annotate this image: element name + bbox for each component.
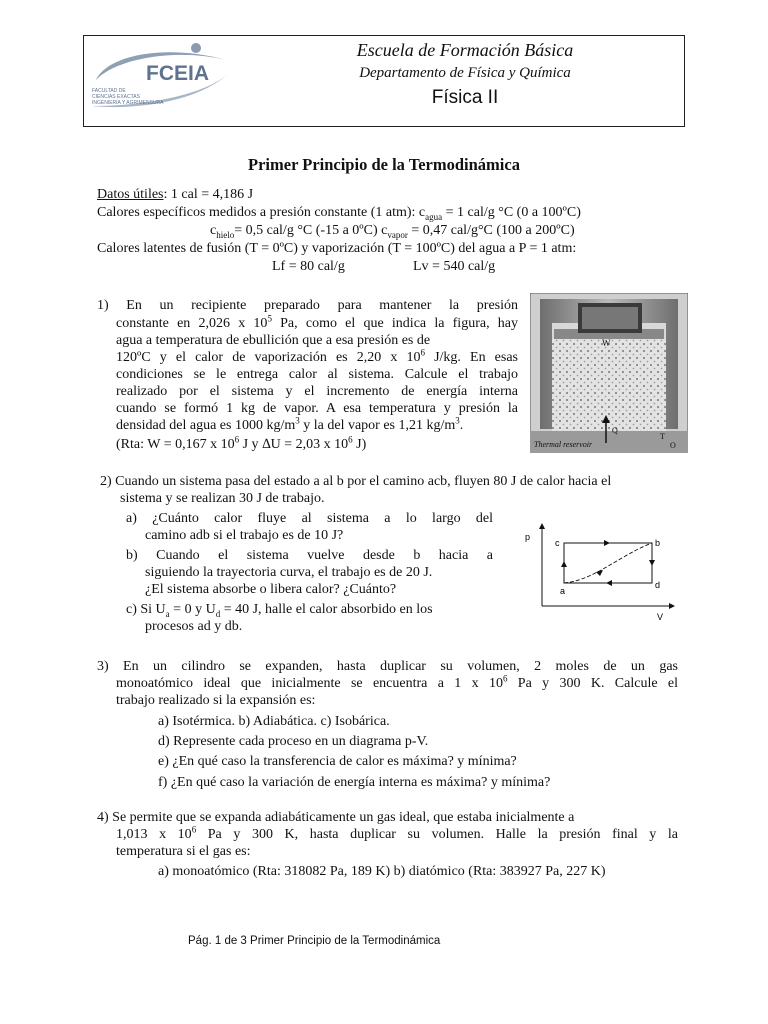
p1-line: cuando se formó 1 kg de vapor. A esa temperatura y presión la (116, 401, 518, 416)
p3-item-e: e) ¿En qué caso la transferencia de calor es máxima? y mínima? (158, 754, 517, 769)
p2-item-c: c) Si $U_a = 0$ y $U_d = 40$ J, halle el calor absorbido en los (126, 602, 433, 619)
p1-answer: (Rta: W = 0,167 x $10^6$ J y ∆U = 2,03 x $10^6$ J) (116, 434, 367, 452)
axis-label-p: p (525, 532, 531, 542)
p1-line: constante en 2,026 x $10^5$ Pa, como el que indica la figura, hay (116, 313, 518, 331)
fig-label-o: O (670, 441, 676, 450)
logo-subtitle-3: INGENIERÍA Y AGRIMENSURA (92, 100, 164, 106)
data-line-2: Calores específicos medidos a presión constante (1 atm): $c_{agua} = 1$ cal/g °C (0 a 100ºC) (97, 205, 581, 222)
p2-item-a: a) ¿Cuánto calor fluye al sistema a lo largo del (126, 511, 493, 526)
logo-subtitle-2: CIENCIAS EXACTAS (92, 94, 140, 100)
data-line-3: $c_{hielo}= 0,5$ cal/g °C (-15 a 0ºC) $c_{vapor} = 0,47$ cal/g°C (100 a 200ºC) (210, 223, 575, 240)
p3-line: 3) En un cilindro se expanden, hasta duplicar su volumen, 2 moles de un gas (97, 659, 678, 674)
piston-figure (530, 293, 688, 453)
p2-item-b: ¿El sistema absorbe o libera calor? ¿Cuánto? (145, 582, 397, 597)
p2-item-b: siguiendo la trayectoria curva, el trabajo es de 20 J. (145, 565, 433, 580)
point-label-c: c (555, 538, 560, 548)
p1-line: 120ºC y el calor de vaporización es 2,20 x $10^6$ J/kg. En esas (116, 347, 519, 365)
department-name: Departamento de Física y Química (359, 65, 571, 81)
p4-line: 4) Se permite que se expanda adiabáticamente un gas ideal, que estaba inicialmente a (97, 810, 575, 825)
fig-label-w: W (602, 338, 611, 348)
pv-graph (520, 520, 680, 625)
logo-text: FCEIA (146, 62, 209, 85)
latent-vaporization: Lv = 540 cal/g (413, 259, 496, 274)
fig-label-reservoir: Thermal reservoir (534, 440, 593, 449)
p3-item-d: d) Represente cada proceso en un diagrama p-V. (158, 734, 429, 749)
p1-line: densidad del agua es 1000 $kg/m^3$ y la del vapor es 1,21 $kg/m^3$. (116, 415, 464, 433)
p3-line: monoatómico ideal que inicialmente se encuentra a 1 x $10^6$ Pa y 300 K. Calcule el (116, 673, 678, 691)
logo-subtitle-1: FACULTAD DE (92, 88, 126, 94)
data-line-4: Calores latentes de fusión (T = 0ºC) y vaporización (T = 100ºC) del agua a P = 1 atm: (97, 241, 577, 256)
p2-item-a: camino adb si el trabajo es de 10 J? (145, 528, 344, 543)
curved-path (564, 543, 652, 583)
p1-line: realizado por el sistema y el incremento de energía interna (116, 384, 518, 399)
page-footer: Pág. 1 de 3 Primer Principio de la Termodinámica (188, 935, 441, 947)
page-title: Primer Principio de la Termodinámica (248, 155, 520, 174)
fig-label-q: Q (612, 426, 618, 435)
process-rectangle (564, 543, 652, 583)
p3-item-f: f) ¿En qué caso la variación de energía interna es máxima? y mínima? (158, 775, 551, 790)
p2-line: 2) Cuando un sistema pasa del estado a al b por el camino acb, fluyen 80 J de calor hacia el (100, 474, 612, 489)
fceia-logo (88, 42, 238, 112)
p1-line: condiciones se le entrega calor al sistema. Calcule el trabajo (116, 367, 518, 382)
p2-item-b: b) Cuando el sistema vuelve desde b hacia a (126, 548, 493, 563)
p3-item-abc: a) Isotérmica. b) Adiabática. c) Isobárica. (158, 714, 390, 729)
p2-item-c: procesos ad y db. (145, 619, 243, 634)
p1-line: 1) En un recipiente preparado para mantener la presión (97, 298, 518, 313)
point-label-b: b (655, 538, 661, 548)
p3-line: trabajo realizado si la expansión es: (116, 693, 316, 708)
point-label-d: d (655, 580, 661, 590)
p4-answers: a) monoatómico (Rta: 318082 Pa, 189 K) b) diatómico (Rta: 383927 Pa, 227 K) (158, 864, 606, 879)
latent-fusion: Lf = 80 cal/g (272, 259, 345, 274)
p1-line: agua a temperatura de ebullición que a esa presión es de (116, 333, 431, 348)
p4-line: temperatura si el gas es: (116, 844, 251, 859)
subject-name: Física II (431, 87, 499, 108)
point-label-a: a (560, 586, 566, 596)
p4-line: 1,013 x $10^6$ Pa y 300 K, hasta duplicar su volumen. Halle la presión final y la (116, 824, 678, 842)
p2-line: sistema y se realizan 30 J de trabajo. (120, 491, 325, 506)
school-name: Escuela de Formación Básica (356, 40, 574, 60)
fig-label-t: T (660, 432, 665, 441)
axis-label-v: V (657, 612, 664, 622)
data-line-1: Datos útiles: 1 cal = 4,186 J (97, 187, 254, 202)
